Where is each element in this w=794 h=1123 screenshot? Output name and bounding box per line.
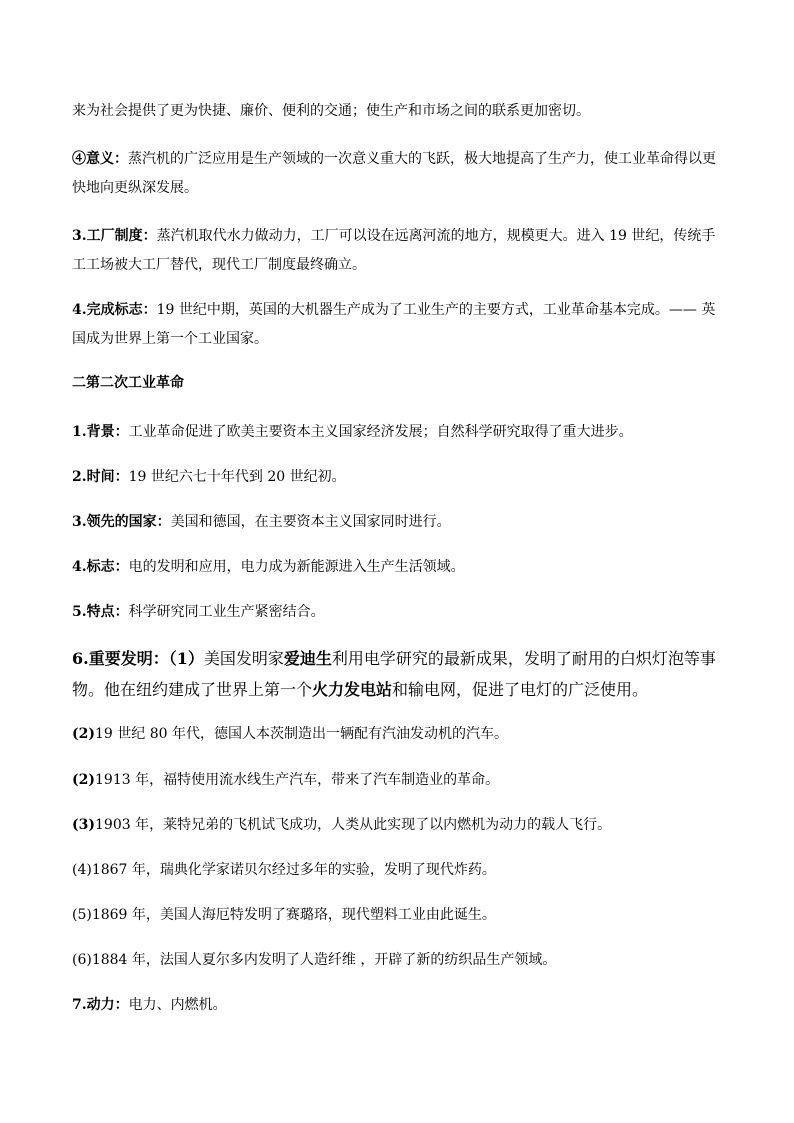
paragraph-text: (4)1867 年，瑞典化学家诺贝尔经过多年的实验，发明了现代炸药。 [72,862,496,878]
paragraph-label: 7.动力： [72,997,129,1013]
paragraph-label: 3.工厂制度： [72,228,157,244]
paragraph-text: (5)1869 年，美国人海厄特发明了赛璐珞，现代塑料工业由此诞生。 [72,907,496,923]
paragraph-marker [72,553,724,582]
paragraph-label: 5.特点： [72,604,129,620]
emphasis-power-station: 火力发电站 [312,680,393,699]
section-heading: 二第二次工业革命 [72,375,184,391]
emphasis-edison: 爱迪生 [283,649,332,668]
paragraph-text: 1913 年，福特使用流水线生产汽车，带来了汽车制造业的革命。 [95,772,500,788]
paragraph-text: 电力、内燃机。 [128,997,227,1013]
paragraph-label: 4.标志： [72,559,129,575]
paragraph-text: 和输电网，促进了电灯的广泛使用。 [392,680,649,699]
paragraph-completion [72,296,724,354]
paragraph-text: 美国发明家 [203,649,284,668]
paragraph-text: 19 世纪六七十年代到 20 世纪初。 [128,469,346,485]
paragraph-text: 工业革命促进了欧美主要资本主义国家经济发展；自然科学研究取得了重大进步。 [128,424,633,440]
paragraph-label: 2.时间： [72,469,129,485]
paragraph-label: 4.完成标志： [72,302,157,318]
paragraph-power [72,991,724,1020]
paragraph-text: 1903 年，莱特兄弟的飞机试飞成功，人类从此实现了以内燃机为动力的载人飞行。 [95,817,612,833]
paragraph-label: 6.重要发明：（1） [72,649,204,668]
paragraph-label: 3.领先的国家： [72,514,171,530]
paragraph-significance [72,145,724,203]
paragraph-celluloid [72,901,724,930]
paragraph-text: 19 世纪中期，英国的大机器生产成为了工业生产的主要方式，工业革命基本完成。—— 英国成为世界上第一个工业国家。 [72,302,716,347]
paragraph-artificial-fiber [72,946,724,975]
paragraph-transport [72,97,724,126]
paragraph-text: (6)1884 年，法国人夏尔多内发明了人造纤维 ，开辟了新的纺织品生产领域。 [72,952,557,968]
paragraph-text: 利用电学研究的最新成果，发明了耐用的白炽灯泡等事物。他在纽约建成了世界上第一个 [72,649,716,699]
paragraph-text: 科学研究同工业生产紧密结合。 [128,604,325,620]
paragraph-wright [72,811,724,840]
paragraph-text: 蒸汽机取代水力做动力，工厂可以设在远离河流的地方，规模更大。进入 19 世纪，传统手工工场被大工厂替代，现代工厂制度最终确立。 [72,228,716,273]
paragraph-text: 美国和德国，在主要资本主义国家同时进行。 [170,514,451,530]
paragraph-nobel [72,856,724,885]
paragraph-ford [72,766,724,795]
paragraph-time [72,463,724,492]
paragraph-label: ④意义： [72,151,128,167]
paragraph-label: 1.背景： [72,424,129,440]
paragraph-background [72,418,724,447]
paragraph-text: 蒸汽机的广泛应用是生产领域的一次意义重大的飞跃，极大地提高了生产力，使工业革命得以更快地向更纵深发展。 [72,151,716,196]
paragraph-benz [72,720,724,749]
paragraph-label: (2) [72,772,95,788]
paragraph-leading-countries [72,508,724,537]
paragraph-features [72,598,724,627]
paragraph-inventions [72,643,724,705]
paragraph-factory-system [72,222,724,280]
paragraph-label: (3) [72,817,95,833]
paragraph-label: (2) [72,726,95,742]
paragraph-text: 19 世纪 80 年代，德国人本茨制造出一辆配有汽油发动机的汽车。 [95,726,508,742]
paragraph-text: 来为社会提供了更为快捷、廉价、便利的交通；使生产和市场之间的联系更加密切。 [72,103,590,119]
paragraph-text: 电的发明和应用，电力成为新能源进入生产生活领域。 [128,559,465,575]
